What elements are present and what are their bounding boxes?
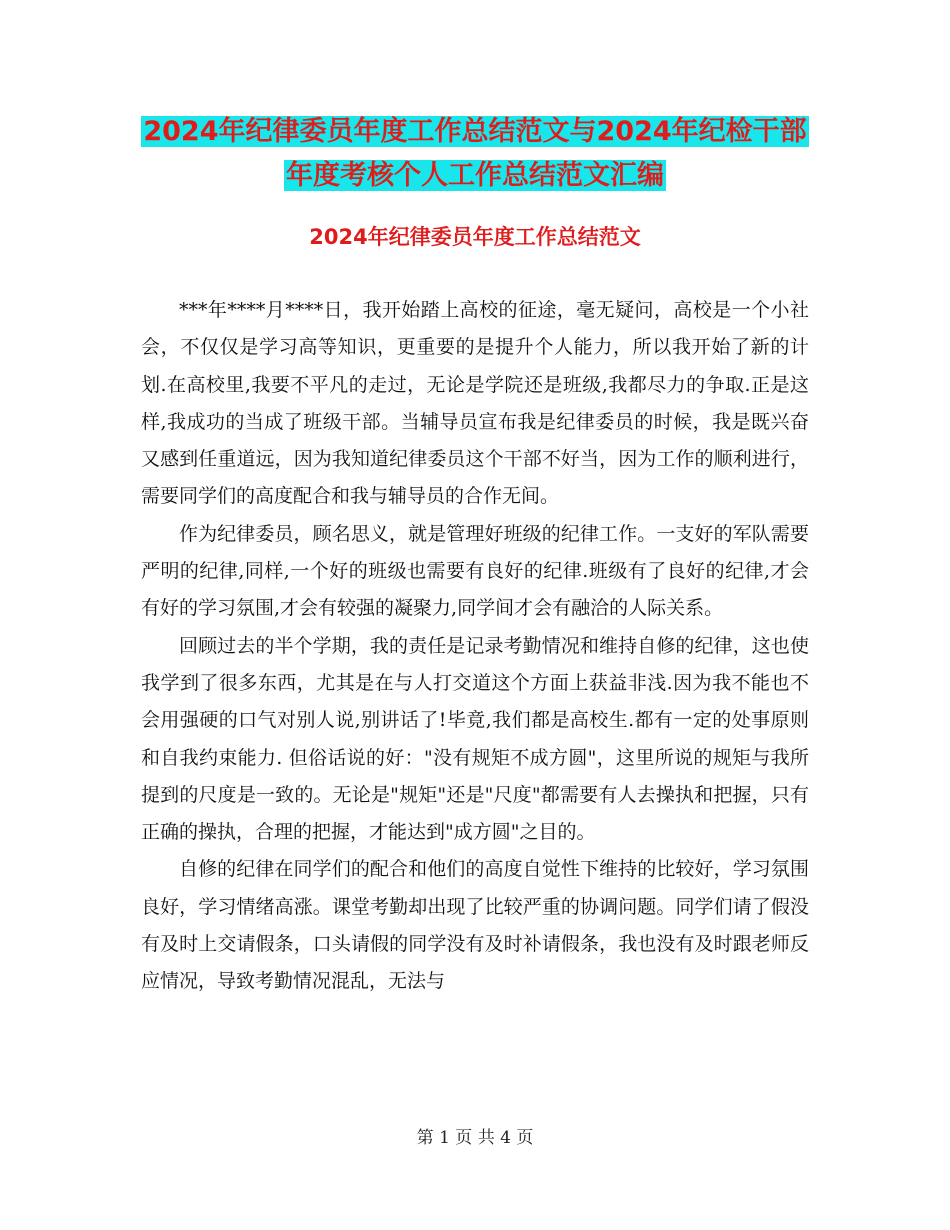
document-title xyxy=(140,110,810,198)
section-title: 2024年纪律委员年度工作总结范文 xyxy=(309,225,641,249)
paragraph: 自修的纪律在同学们的配合和他们的高度自觉性下维持的比较好，学习氛围良好，学习情绪高涨。课堂考勤却出现了比较严重的协调问题。同学们请了假没有及时上交请假条，口头请假的同学没有及时补请假条，我也没有及时跟老师反应情况，导致考勤情况混乱，无法与 xyxy=(141,858,809,993)
body-text xyxy=(141,292,809,1001)
paragraph: 回顾过去的半个学期，我的责任是记录考勤情况和维持自修的纪律，这也使我学到了很多东西，尤其是在与人打交道这个方面上获益非浅.因为我不能也不会用强硬的口气对别人说,别讲话了!毕竟,我们都是高校生.都有一定的处事原则和自我约束能力. 但俗话说的好："没有规矩不成方圆"，这里所说的规矩与我所提到的尺度是一致的。无论是"规矩"还是"尺度"都需要有人去操执和把握，只有正确的操执，合理的把握，才能达到"成方圆"之目的。 xyxy=(141,634,809,844)
document-title-line-1: 2024年纪律委员年度工作总结范文与2024年纪检干部 xyxy=(143,116,807,147)
paragraph: ***年****月****日，我开始踏上高校的征途，毫无疑问，高校是一个小社会，不仅仅是学习高等知识，更重要的是提升个人能力，所以我开始了新的计划.在高校里,我要不平凡的走过，无论是学院还是班级,我都尽力的争取.正是这样,我成功的当成了班级干部。当辅导员宣布我是纪律委员的时候，我是既兴奋又感到任重道远，因为我知道纪律委员这个干部不好当，因为工作的顺利进行，需要同学们的高度配合和我与辅导员的合作无间。 xyxy=(141,299,809,508)
page-footer: 第 1 页 共 4 页 xyxy=(416,1128,534,1148)
paragraph: 作为纪律委员，顾名思义，就是管理好班级的纪律工作。一支好的军队需要严明的纪律,同样,一个好的班级也需要有良好的纪律.班级有了良好的纪律,才会有好的学习氛围,才会有较强的凝聚力,同学间才会有融洽的人际关系。 xyxy=(141,522,809,620)
document-title-line-2: 年度考核个人工作总结范文汇编 xyxy=(286,160,664,191)
